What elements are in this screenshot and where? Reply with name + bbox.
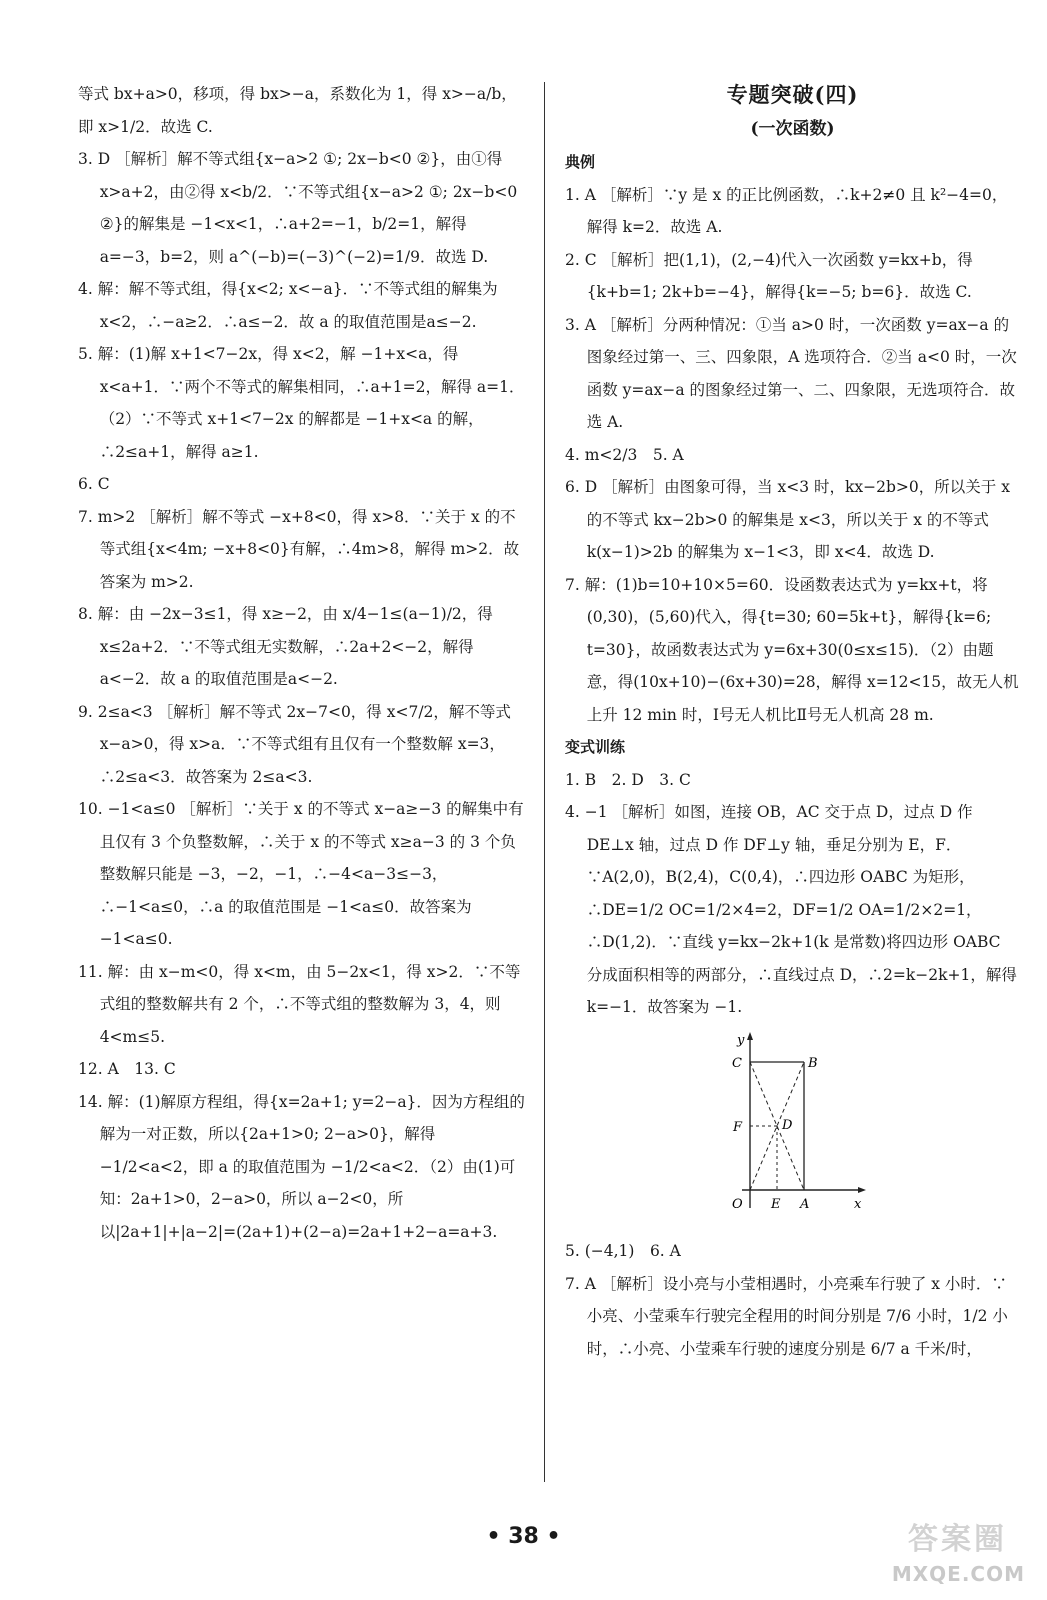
variant-7: 7. A ［解析］设小亮与小莹相遇时，小亮乘车行驶了 x 小时．∵小亮、小莹乘车行驶完全程用的时间分别是 7/6 小时，1/2 小时，∴小亮、小莹乘车行驶的速度分别是 6/7 a 千米/时，	[565, 1274, 1008, 1358]
rectangle-diagram	[720, 1030, 870, 1220]
label-c: C	[732, 1055, 742, 1071]
answer-7: 7. m>2 ［解析］解不等式 −x+8<0，得 x>8．∵关于 x 的不等式组{x<4m; −x+8<0}有解，∴4m>8，解得 m>2．故答案为 m>2.	[78, 507, 520, 591]
label-d: D	[782, 1117, 793, 1133]
watermark-logo: 答案圈	[908, 1522, 1007, 1557]
variant-1-3: 1. B 2. D 3. C	[565, 770, 691, 789]
heading-examples: 典例	[565, 153, 596, 171]
answer-4: 4. 解：解不等式组，得{x<2; x<−a}．∵不等式组的解集为 x<2，∴−a≥2．∴a≤−2．故 a 的取值范围是a≤−2.	[78, 280, 498, 331]
label-y: y	[737, 1032, 745, 1048]
answer-9: 9. 2≤a<3 ［解析］解不等式 2x−7<0，得 x<7/2，解不等式 x−a>0，得 x>a．∵不等式组有且仅有一个整数解 x=3，∴2≤a<3．故答案为 2≤a<3.	[78, 702, 511, 786]
example-3: 3. A ［解析］分两种情况：①当 a>0 时，一次函数 y=ax−a 的图象经过第一、三、四象限，A 选项符合．②当 a<0 时，一次函数 y=ax−a 的图象经过第一、二、四象限，无选项符合．故选 A.	[565, 315, 1017, 431]
example-7: 7. 解：(1)b=10+10×5=60．设函数表达式为 y=kx+t，将(0,30)，(5,60)代入，得{t=30; 60=5k+t}，解得{k=6; t=30}，故函数表达式为 y=6x+30(0≤x≤15)．（2）由题意，得(10x+10)−(6x+30)=28，解得 x=12<15，故无人机上升 12 min 时，Ⅰ号无人机比Ⅱ号无人机高 28 m.	[565, 575, 1019, 724]
right-column	[565, 78, 1020, 1365]
label-x: x	[854, 1196, 862, 1212]
answer-3: 3. D ［解析］解不等式组{x−a>2 ①; 2x−b<0 ②}，由①得 x>a+2，由②得 x<b/2．∵不等式组{x−a>2 ①; 2x−b<0 ②}的解集是 −1<x<1，∴a+2=−1，b/2=1，解得 a=−3，b=2，则 a^(−b)=(−3)^(−2)=1/9．故选 D.	[78, 150, 518, 266]
watermark-site: MXQE.COM	[891, 1562, 1025, 1586]
section-subtitle: (一次函数)	[750, 119, 835, 139]
column-divider	[544, 82, 545, 1482]
answer-11: 11. 解：由 x−m<0，得 x<m，由 5−2x<1，得 x>2．∵不等式组的整数解共有 2 个，∴不等式组的整数解为 3，4，则 4<m≤5.	[78, 962, 521, 1046]
answer-10: 10. −1<a≤0 ［解析］∵关于 x 的不等式 x−a≥−3 的解集中有且仅有 3 个负整数解，∴关于 x 的不等式 x≥a−3 的 3 个负整数解只能是 −3，−2，−1，∴−4<a−3≤−3，∴−1<a≤0，∴a 的取值范围是 −1<a≤0．故答案为 −1<a≤0.	[78, 800, 524, 948]
answer-5: 5. 解：(1)解 x+1<7−2x，得 x<2，解 −1+x<a，得 x<a+1．∵两个不等式的解集相同，∴a+1=2，解得 a=1．（2）∵不等式 x+1<7−2x 的解都是 −1+x<a 的解，∴2≤a+1，解得 a≥1.	[78, 345, 525, 461]
label-e: E	[771, 1196, 781, 1212]
y-axis-arrow	[747, 1032, 753, 1040]
label-a: A	[800, 1196, 810, 1212]
page-number: • 38 •	[486, 1524, 561, 1549]
answer-8: 8. 解：由 −2x−3≤1，得 x≥−2，由 x/4−1≤(a−1)/2，得 x≤2a+2．∵不等式组无实数解，∴2a+2<−2，解得 a<−2．故 a 的取值范围是a<−2.	[78, 605, 493, 688]
answer-line: 等式 bx+a>0，移项，得 bx>−a，系数化为 1，得 x>−a/b，即 x>1/2．故选 C.	[78, 85, 517, 136]
label-f: F	[733, 1119, 743, 1135]
variant-5-6: 5. (−4,1) 6. A	[565, 1242, 681, 1260]
label-o: O	[732, 1196, 743, 1212]
answer-14: 14. 解：(1)解原方程组，得{x=2a+1; y=2−a}．因为方程组的解为一对正数，所以{2a+1>0; 2−a>0}，解得 −1/2<a<2，即 a 的取值范围为 −1/2<a<2．（2）由(1)可知：2a+1>0，2−a>0，所以 a−2<0，所以|2a+1|+|a−2|=(2a+1)+(2−a)=2a+1+2−a=a+3.	[78, 1092, 525, 1241]
x-axis-arrow	[858, 1187, 866, 1193]
answer-12-13: 12. A 13. C	[78, 1060, 176, 1078]
answer-6: 6. C	[78, 475, 110, 493]
left-column	[78, 78, 530, 1248]
variant-4: 4. −1 ［解析］如图，连接 OB，AC 交于点 D，过点 D 作 DE⊥x 轴，过点 D 作 DF⊥y 轴，垂足分别为 E，F．∵A(2,0)，B(2,4)，C(0,4)，∴四边形 OABC 为矩形，∴DE=1/2 OC=1/2×4=2，DF=1/2 OA=1/2×2=1，∴D(1,2)．∵直线 y=kx−2k+1(k 是常数)将四边形 OABC 分成面积相等的两部分，∴直线过点 D，∴2=k−2k+1，解得 k=−1．故答案为 −1.	[565, 803, 1017, 1016]
heading-variants: 变式训练	[565, 738, 626, 756]
example-6: 6. D ［解析］由图象可得，当 x<3 时，kx−2b>0，所以关于 x 的不等式 kx−2b>0 的解集是 x<3，所以关于 x 的不等式 k(x−1)>2b 的解集为 x−1<3，即 x<4．故选 D.	[565, 478, 1010, 561]
label-b: B	[808, 1055, 818, 1071]
example-2: 2. C ［解析］把(1,1)，(2,−4)代入一次函数 y=kx+b，得{k+b=1; 2k+b=−4}，解得{k=−5; b=6}．故选 C.	[565, 250, 973, 301]
example-4-5: 4. m<2/3 5. A	[565, 445, 684, 464]
section-title: 专题突破(四)	[726, 82, 859, 107]
example-1: 1. A ［解析］∵y 是 x 的正比例函数，∴k+2≠0 且 k²−4=0，解得 k=2．故选 A.	[565, 185, 1008, 236]
